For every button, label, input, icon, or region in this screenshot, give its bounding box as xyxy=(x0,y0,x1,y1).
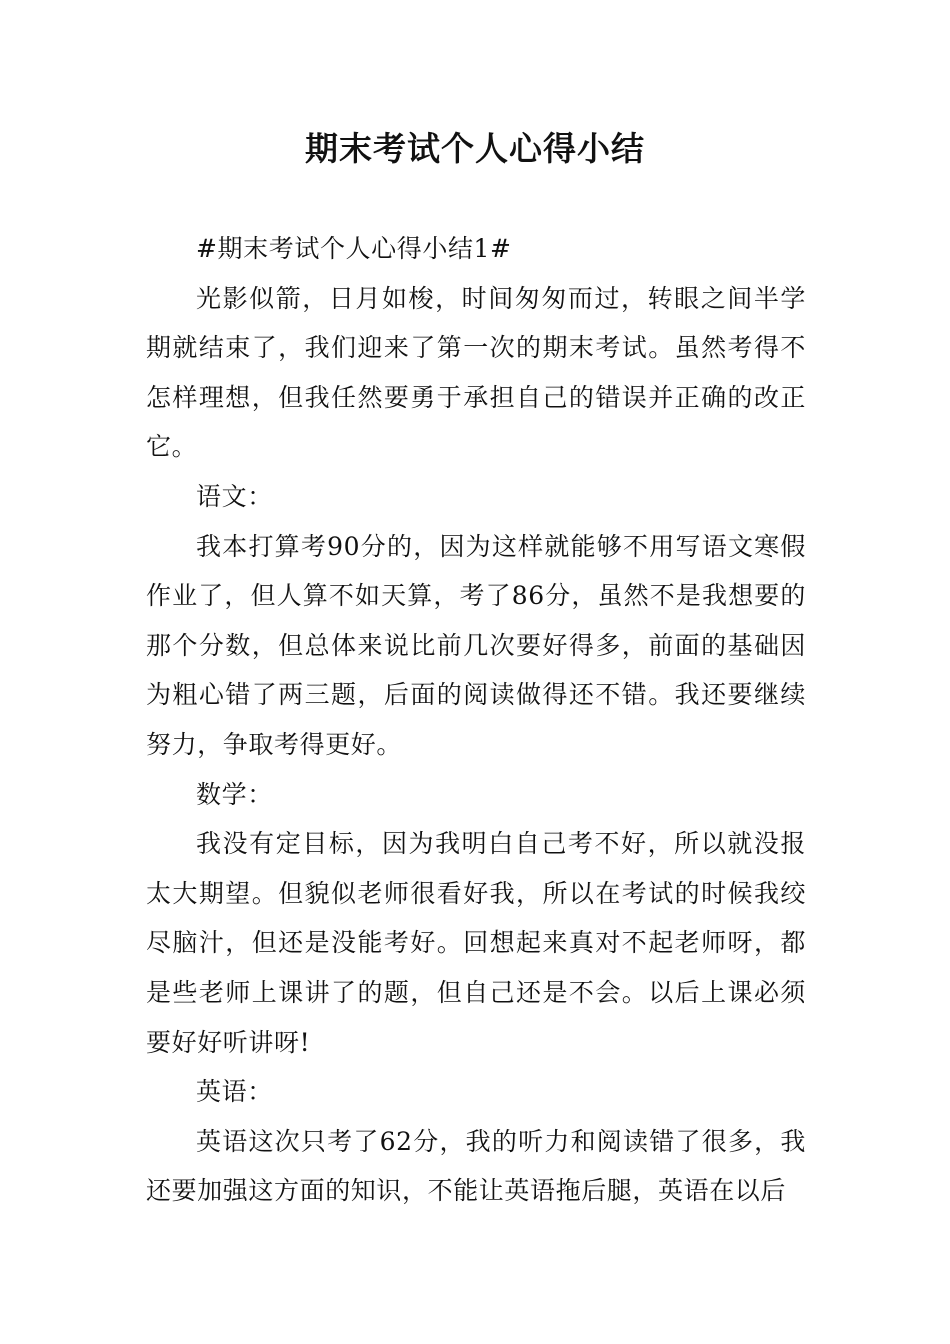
document-title: 期末考试个人心得小结 xyxy=(305,129,645,168)
section-heading: #期末考试个人心得小结1# xyxy=(196,234,512,263)
subject-heading-math: 数学： xyxy=(196,779,273,809)
chinese-paragraph: 我本打算考90分的，因为这样就能够不用写语文寒假作业了，但人算不如天算，考了86分，虽然不是我想要的那个分数，但总体来说比前几次要好得多，前面的基础因为粗心错了两三题，后面的阅读做得还不错。我还要继续努力，争取考得更好。 xyxy=(146,531,806,759)
intro-paragraph: 光影似箭，日月如梭，时间匆匆而过，转眼之间半学期就结束了，我们迎来了第一次的期末考试。虽然考得不怎样理想，但我任然要勇于承担自己的错误并正确的改正它。 xyxy=(146,283,806,462)
subject-heading-english: 英语： xyxy=(196,1077,273,1107)
document-body xyxy=(146,224,806,1216)
math-paragraph: 我没有定目标，因为我明白自己考不好，所以就没报太大期望。但貌似老师很看好我，所以在考试的时候我绞尽脑汁，但还是没能考好。回想起来真对不起老师呀，都是些老师上课讲了的题，但自己还是不会。以后上课必须要好好听讲呀! xyxy=(146,829,806,1057)
english-paragraph: 英语这次只考了62分，我的听力和阅读错了很多，我还要加强这方面的知识，不能让英语拖后腿，英语在以后 xyxy=(146,1126,806,1206)
subject-heading-chinese: 语文： xyxy=(196,481,273,511)
